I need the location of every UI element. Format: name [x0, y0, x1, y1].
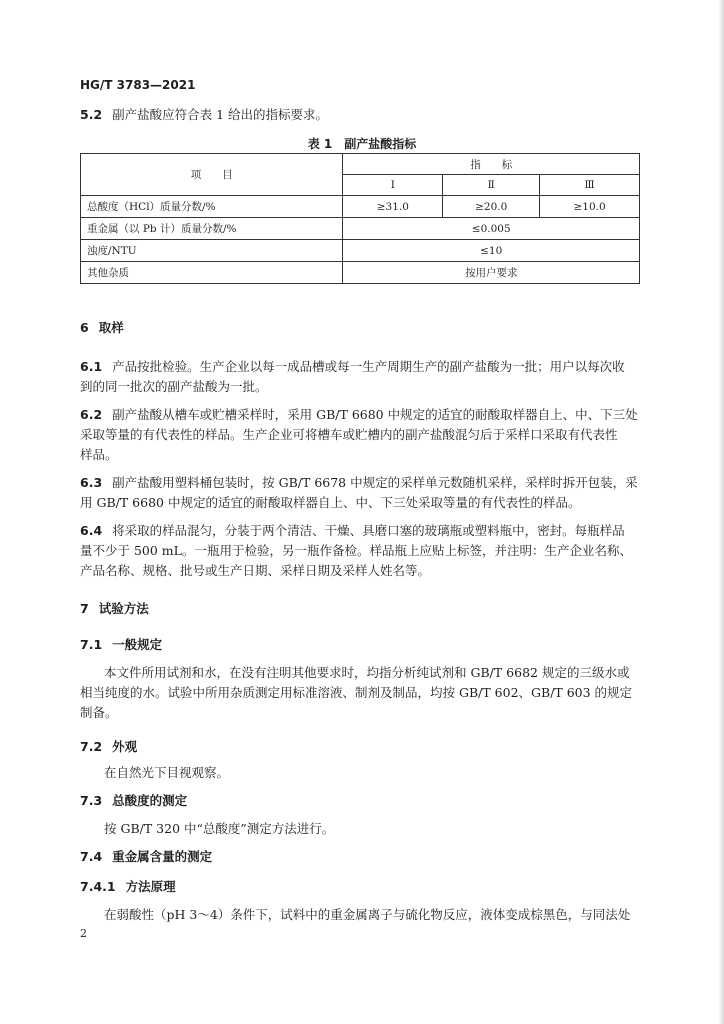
clause-text: 产品按批检验。生产企业以每一成品槽或每一生产周期生产的副产盐酸为一批；用户以每次收 [112, 359, 625, 374]
header-item: 项 目 [81, 154, 343, 196]
standard-code: HG/T 3783—2021 [80, 78, 196, 92]
clause-6-4-line3: 产品名称、规格、批号或生产日期、采样日期及采样人姓名等。 [80, 563, 431, 578]
row-value: ≥31.0 [343, 196, 443, 218]
section-7-heading [80, 601, 149, 617]
table-row [81, 196, 640, 218]
clause-5-2 [80, 107, 328, 123]
row-value: ≥10.0 [540, 196, 640, 218]
clause-text: 副产盐酸从槽车或贮槽采样时，采用 GB/T 6680 中规定的适宜的耐酸取样器自上、中、下三处 [112, 407, 638, 422]
spec-table [80, 153, 640, 284]
clause-number: 6.3 [80, 475, 103, 490]
clause-title: 总酸度的测定 [112, 793, 188, 808]
row-value: ≤10 [343, 240, 640, 262]
clause-number: 7.3 [80, 793, 103, 808]
header-index: 指 标 [343, 154, 640, 175]
clause-7-2-line1: 在自然光下目视观察。 [104, 765, 230, 780]
clause-number: 7.4.1 [80, 879, 116, 894]
clause-text: 将采取的样品混匀，分装于两个清洁、干燥、具磨口塞的玻璃瓶或塑料瓶中，密封。每瓶样品 [112, 523, 625, 538]
row-item: 其他杂质 [81, 262, 343, 284]
grade-2: Ⅱ [443, 175, 540, 196]
clause-7-4-1-line1: 在弱酸性（pH 3～4）条件下，试料中的重金属离子与硫化物反应，液体变成棕黑色，与同法处 [104, 907, 631, 922]
clause-number: 5.2 [80, 107, 103, 122]
clause-6-2-line2: 采取等量的有代表性的样品。生产企业可将槽车或贮槽内的副产盐酸混匀后于采样口采取有代表性 [80, 427, 618, 442]
clause-number: 7.1 [80, 637, 103, 652]
clause-7-3-heading [80, 793, 187, 809]
row-value: ≥20.0 [443, 196, 540, 218]
clause-6-2-line3: 样品。 [80, 447, 118, 462]
table-row [81, 218, 640, 240]
clause-6-1-line2: 到的同一批次的副产盐酸为一批。 [80, 379, 268, 394]
table-caption: 表 1 副产盐酸指标 [307, 137, 417, 151]
clause-6-4-line2: 量不少于 500 mL。一瓶用于检验，另一瓶作备检。样品瓶上应贴上标签，并注明：生产企业名称、 [80, 543, 632, 558]
grade-1: Ⅰ [343, 175, 443, 196]
section-6-heading [80, 320, 124, 336]
clause-7-1-line3: 制备。 [80, 705, 118, 720]
page-edge-shadow [718, 0, 724, 1024]
row-value: ≤0.005 [343, 218, 640, 240]
clause-6-3-line2: 用 GB/T 6680 中规定的适宜的耐酸取样器自上、中、下三处采取等量的有代表性的样品。 [80, 495, 581, 510]
section-title: 试验方法 [98, 601, 149, 616]
clause-6-1-line1 [80, 359, 625, 375]
page-number: 2 [80, 927, 87, 940]
clause-6-3-line1 [80, 475, 638, 491]
clause-7-1-line1: 本文件所用试剂和水，在没有注明其他要求时，均指分析纯试剂和 GB/T 6682 规定的三级水或 [104, 665, 630, 680]
clause-7-3-line1: 按 GB/T 320 中“总酸度”测定方法进行。 [104, 821, 335, 836]
clause-7-4-1-heading [80, 879, 176, 895]
clause-7-2-heading [80, 739, 137, 755]
section-number: 6 [80, 320, 89, 335]
row-item: 浊度/NTU [81, 240, 343, 262]
clause-text: 副产盐酸应符合表 1 给出的指标要求。 [112, 107, 329, 122]
table-header-row [81, 154, 640, 175]
clause-number: 7.4 [80, 849, 103, 864]
clause-title: 一般规定 [112, 637, 163, 652]
row-value: 按用户要求 [343, 262, 640, 284]
section-number: 7 [80, 601, 89, 616]
row-item: 重金属（以 Pb 计）质量分数/% [81, 218, 343, 240]
section-title: 取样 [98, 320, 124, 335]
grade-3: Ⅲ [540, 175, 640, 196]
row-item: 总酸度（HCl）质量分数/% [81, 196, 343, 218]
clause-7-1-line2: 相当纯度的水。试验中所用杂质测定用标准溶液、制剂及制品，均按 GB/T 602、GB/T 603 的规定 [80, 685, 633, 700]
clause-7-4-heading [80, 849, 212, 865]
clause-7-1-heading [80, 637, 162, 653]
table-row [81, 262, 640, 284]
clause-number: 6.1 [80, 359, 103, 374]
clause-text: 副产盐酸用塑料桶包装时，按 GB/T 6678 中规定的采样单元数随机采样，采样时拆开包装，采 [112, 475, 638, 490]
clause-number: 6.2 [80, 407, 103, 422]
clause-6-2-line1 [80, 407, 638, 423]
clause-6-4-line1 [80, 523, 625, 539]
clause-number: 6.4 [80, 523, 103, 538]
clause-title: 重金属含量的测定 [112, 849, 213, 864]
table-row [81, 240, 640, 262]
clause-number: 7.2 [80, 739, 103, 754]
clause-title: 方法原理 [125, 879, 176, 894]
clause-title: 外观 [112, 739, 138, 754]
